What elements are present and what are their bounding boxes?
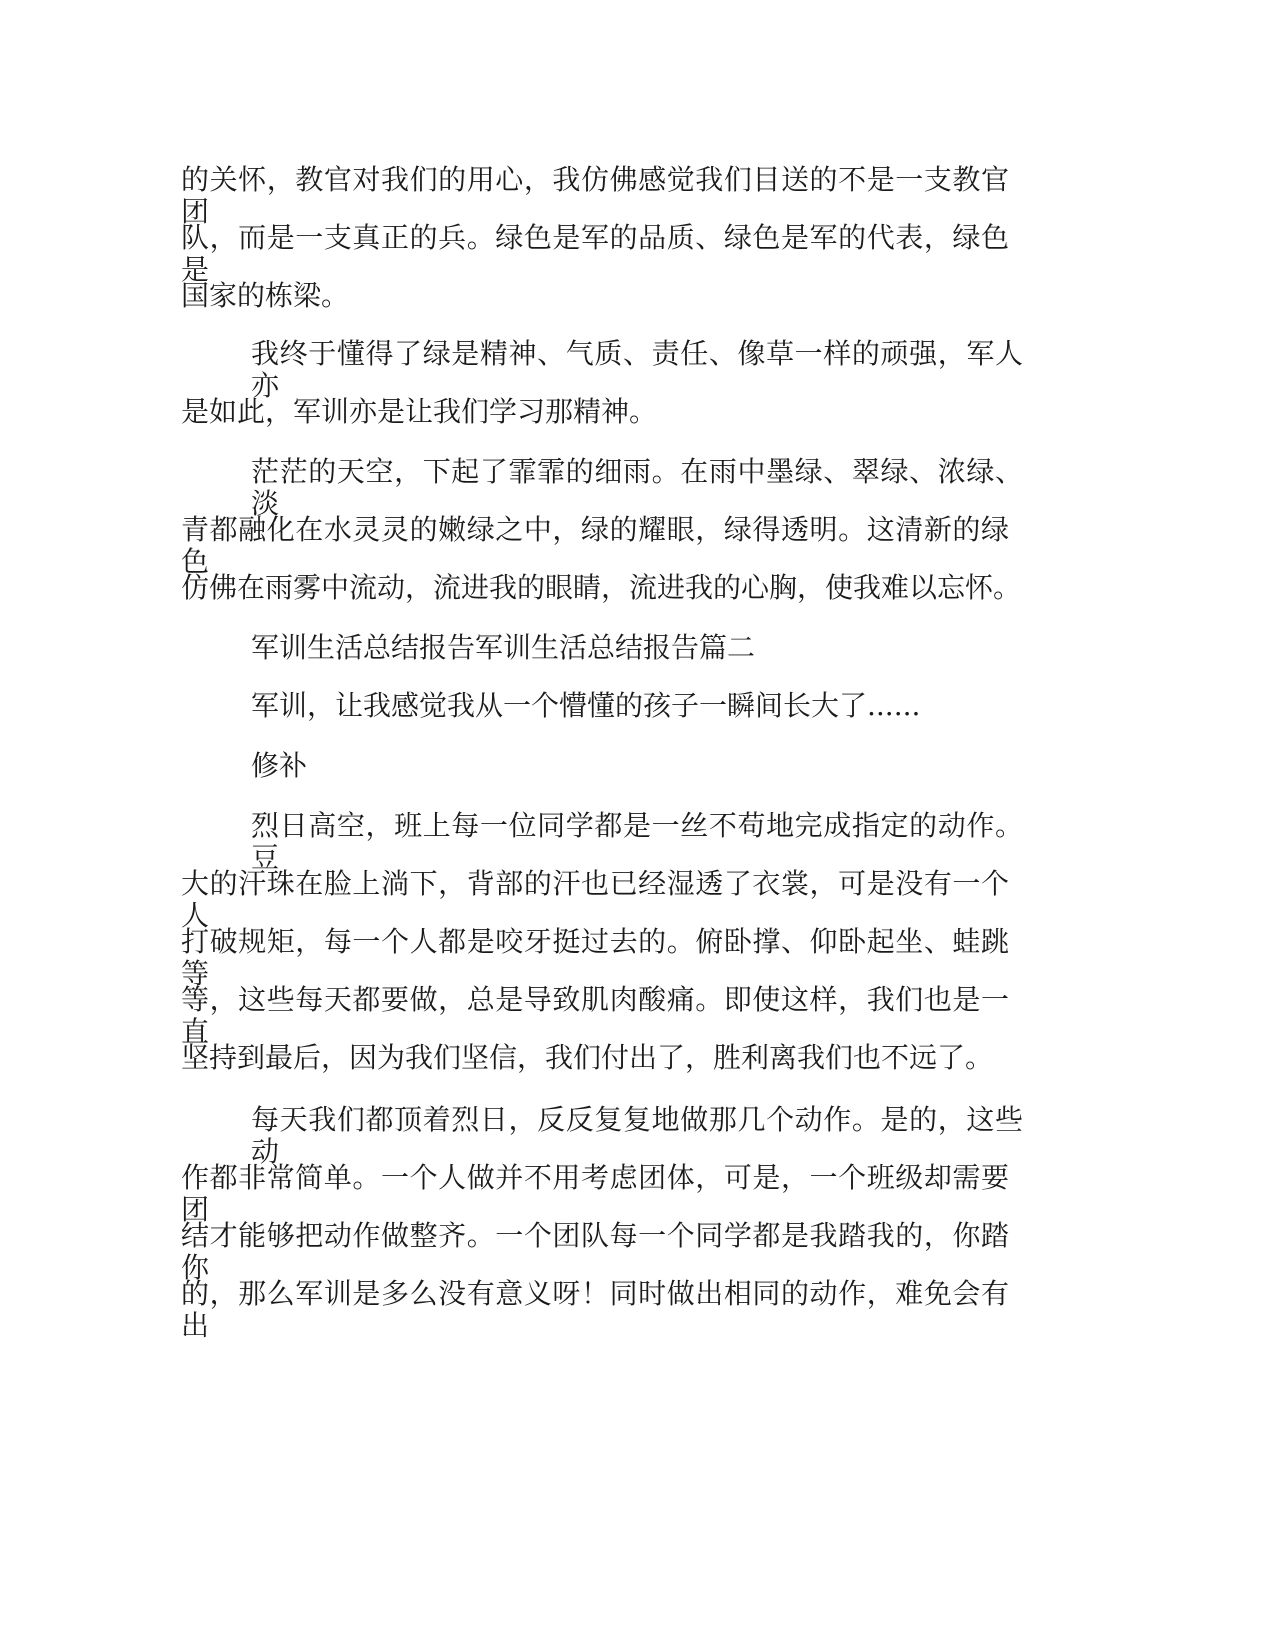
paragraph-line: 军训，让我感觉我从一个懵懂的孩子一瞬间长大了...... [251,689,921,722]
paragraph-line: 青都融化在水灵灵的嫩绿之中，绿的耀眼，绿得透明。这清新的绿色 [181,513,1009,578]
paragraph-line: 等，这些每天都要做，总是导致肌肉酸痛。即使这样，我们也是一直 [181,983,1009,1048]
paragraph-line: 是如此，军训亦是让我们学习那精神。 [181,395,658,428]
paragraph-line: 作都非常简单。一个人做并不用考虑团体，可是，一个班级却需要团 [181,1161,1009,1226]
paragraph-line: 我终于懂得了绿是精神、气质、责任、像草一样的顽强，军人亦 [251,337,1023,402]
paragraph-line: 每天我们都顶着烈日，反反复复地做那几个动作。是的，这些动 [251,1103,1023,1168]
paragraph-line: 的，那么军训是多么没有意义呀！同时做出相同的动作，难免会有出 [181,1277,1009,1342]
paragraph-line: 坚持到最后，因为我们坚信，我们付出了，胜利离我们也不远了。 [181,1041,994,1074]
paragraph-line: 修补 [251,749,308,782]
paragraph-line: 烈日高空，班上每一位同学都是一丝不苟地完成指定的动作。豆 [251,809,1023,874]
paragraph-line: 茫茫的天空，下起了霏霏的细雨。在雨中墨绿、翠绿、浓绿、淡 [251,455,1023,520]
paragraph-line: 国家的栋梁。 [181,279,350,312]
paragraph-line: 仿佛在雨雾中流动，流进我的眼睛，流进我的心胸，使我难以忘怀。 [181,571,1022,604]
section-heading: 军训生活总结报告军训生活总结报告篇二 [251,631,756,664]
paragraph-line: 大的汗珠在脸上淌下，背部的汗也已经湿透了衣裳，可是没有一个人 [181,867,1009,932]
paragraph-line: 打破规矩，每一个人都是咬牙挺过去的。俯卧撑、仰卧起坐、蛙跳等 [181,925,1009,990]
paragraph-line: 队，而是一支真正的兵。绿色是军的品质、绿色是军的代表，绿色是 [181,221,1009,286]
paragraph-line: 的关怀，教官对我们的用心，我仿佛感觉我们目送的不是一支教官团 [181,163,1009,228]
paragraph-line: 结才能够把动作做整齐。一个团队每一个同学都是我踏我的，你踏你 [181,1219,1009,1284]
